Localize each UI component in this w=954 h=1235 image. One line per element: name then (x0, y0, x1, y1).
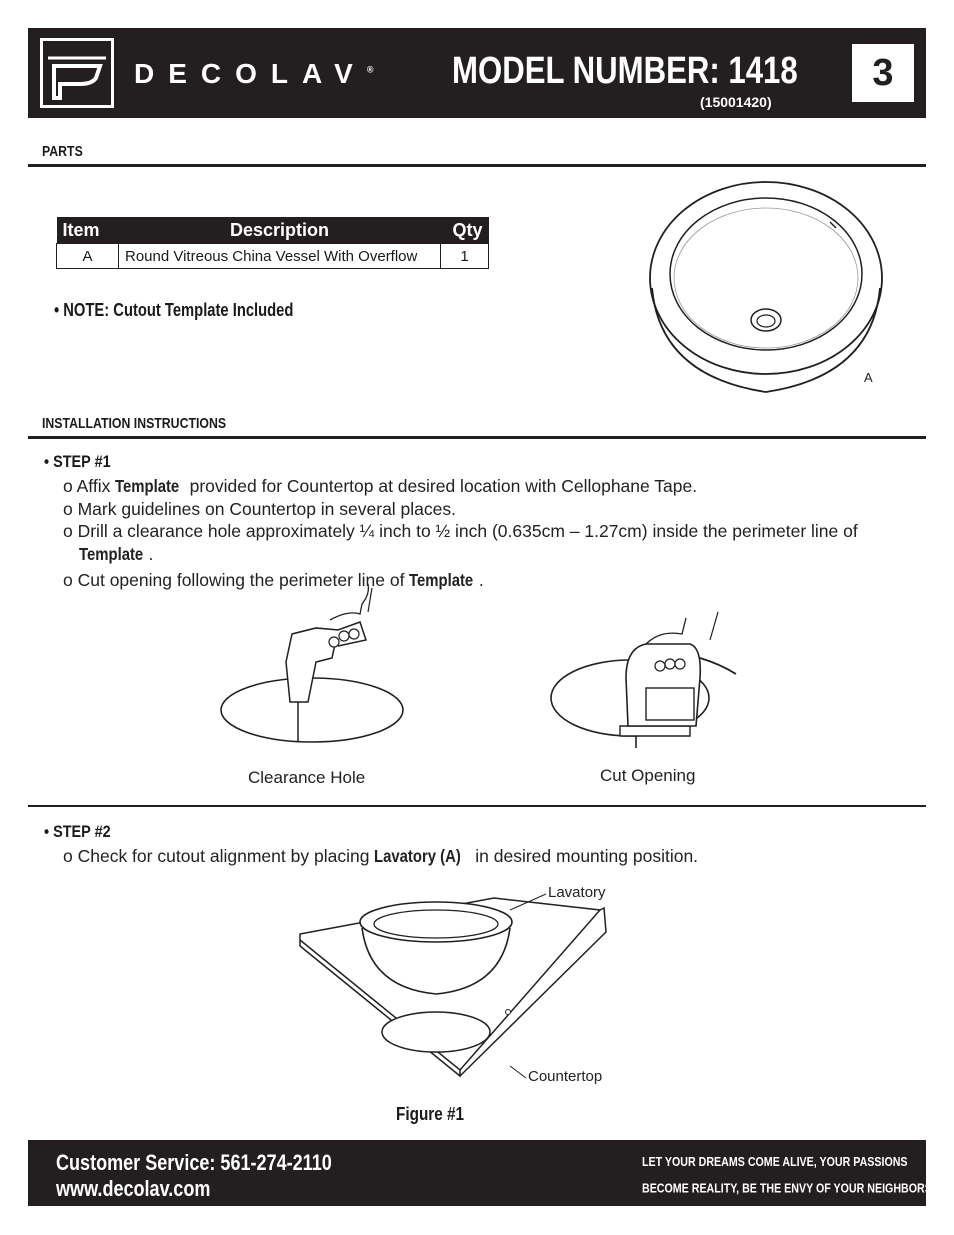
model-title: MODEL NUMBER: 1418 (452, 50, 798, 92)
cell-description: Round Vitreous China Vessel With Overflow (119, 244, 441, 269)
step1-line1: o Affix Template provided for Countertop at desired location with Cellophane Tape. (63, 476, 698, 496)
drill-illustration (220, 590, 410, 750)
parts-table-header (57, 217, 489, 244)
parts-heading: PARTS (42, 143, 83, 160)
parts-table (56, 217, 489, 269)
lavatory-countertop-illustration (296, 890, 616, 1080)
cell-item: A (57, 244, 119, 269)
step1-line3: o Drill a clearance hole approximately ¼ inch to ½ inch (0.635cm – 1.27cm) inside the perimeter line of (63, 521, 858, 541)
template-note: • NOTE: Cutout Template Included (54, 300, 294, 320)
header-item: Item (57, 217, 119, 244)
step1-line3b: Template . (79, 544, 154, 564)
parts-rule (28, 164, 926, 167)
header-bar (28, 28, 926, 118)
brand-name: DECOLAV® (134, 58, 374, 89)
customer-service-phone: Customer Service: 561-274-2110 (56, 1150, 332, 1175)
jigsaw-illustration (550, 608, 740, 753)
step2-title: • STEP #2 (44, 822, 111, 841)
step-divider (28, 805, 926, 807)
page-number-box (852, 44, 914, 102)
footer-bar (28, 1140, 937, 1206)
website-link[interactable]: www.decolav.com (56, 1176, 211, 1201)
vessel-sink-illustration (648, 178, 888, 398)
step1-line4: o Cut opening following the perimeter line of Template . (63, 570, 484, 590)
model-subnumber: (15001420) (700, 94, 772, 110)
installation-heading: INSTALLATION INSTRUCTIONS (42, 415, 227, 432)
table-row (57, 244, 489, 269)
step1-line2: o Mark guidelines on Countertop in several places. (63, 499, 456, 519)
label-lavatory: Lavatory (548, 884, 606, 901)
figure-caption: Figure #1 (396, 1104, 465, 1124)
tagline-line2: BECOME REALITY, BE THE ENVY OF YOUR NEIGHBORS® (642, 1180, 937, 1196)
decolav-logo-icon (40, 38, 114, 108)
page-number: 3 (872, 52, 894, 94)
caption-clearance-hole: Clearance Hole (248, 768, 366, 787)
step1-title: • STEP #1 (44, 452, 111, 471)
header-description: Description (119, 217, 441, 244)
label-countertop: Countertop (528, 1068, 603, 1085)
header-qty: Qty (441, 217, 489, 244)
caption-cut-opening: Cut Opening (600, 766, 696, 785)
installation-rule (28, 436, 926, 439)
tagline-line1: LET YOUR DREAMS COME ALIVE, YOUR PASSIONS (642, 1154, 908, 1169)
step2-line1: o Check for cutout alignment by placing Lavatory (A) in desired mounting position. (63, 846, 699, 866)
vessel-label-a: A (864, 370, 873, 385)
cell-qty: 1 (441, 244, 489, 269)
